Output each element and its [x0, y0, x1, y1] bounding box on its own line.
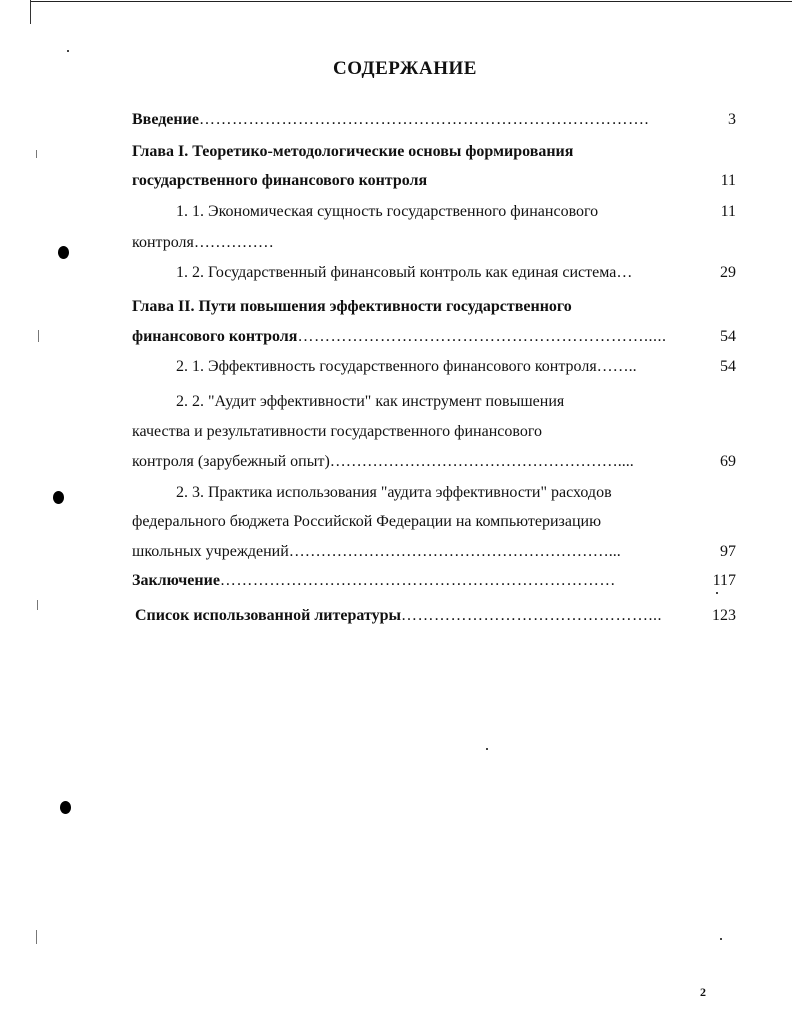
- punch-hole-mark: [58, 246, 69, 259]
- toc-page-number: 29: [720, 264, 736, 281]
- scan-edge-left: [30, 0, 31, 24]
- toc-chapter-2-line1[interactable]: Глава II. Пути повышения эффективности государственного: [132, 298, 572, 315]
- toc-conclusion-label: Заключение: [132, 572, 220, 589]
- toc-bibliography-label: Список использованной литературы: [135, 607, 401, 624]
- toc-entry-intro[interactable]: [132, 110, 649, 130]
- toc-section-2-3-line3[interactable]: школьных учреждений……………………………………………………...: [132, 543, 621, 560]
- toc-page-number: 11: [720, 203, 736, 220]
- scan-speck: [486, 748, 488, 750]
- toc-page-number: 97: [720, 543, 736, 560]
- toc-page-number: 3: [728, 111, 736, 128]
- toc-chapter-2-label: финансового контроля: [132, 328, 298, 345]
- page-number: 2: [700, 985, 706, 999]
- toc-page-number: 123: [712, 607, 736, 624]
- toc-dot-leader: ……………………………………………………………………….: [198, 111, 649, 128]
- toc-section-2-2-line1[interactable]: 2. 2. "Аудит эффективности" как инструмент повышения: [176, 393, 565, 410]
- scan-speck: [716, 592, 718, 594]
- toc-section-2-1[interactable]: 2. 1. Эффективность государственного финансового контроля……..: [176, 358, 637, 375]
- toc-intro-label: Введение: [132, 111, 199, 128]
- toc-dot-leader: ………………………………………...: [401, 607, 662, 624]
- punch-hole-mark: [60, 801, 71, 814]
- toc-section-2-2-line3[interactable]: контроля (зарубежный опыт)………………………………………………....: [132, 453, 634, 470]
- toc-section-2-3-line1[interactable]: 2. 3. Практика использования "аудита эффективности" расходов: [176, 484, 612, 501]
- document-title: СОДЕРЖАНИЕ: [333, 58, 477, 79]
- toc-section-1-1-line1[interactable]: 1. 1. Экономическая сущность государственного финансового: [176, 203, 599, 220]
- toc-dot-leader: ……………………………………………………….....: [297, 328, 667, 345]
- scan-speck: [67, 50, 69, 52]
- toc-section-2-3-line2[interactable]: федерального бюджета Российской Федерации на компьютеризацию: [132, 513, 602, 530]
- toc-section-2-2-line2[interactable]: качества и результативности государственного финансового: [132, 423, 542, 440]
- scan-tick: [38, 330, 39, 342]
- scan-tick: [37, 600, 38, 610]
- toc-page-number: 54: [720, 328, 736, 345]
- punch-hole-mark: [53, 491, 64, 504]
- toc-dot-leader: ………………………………………………………………: [219, 572, 616, 589]
- scan-speck: [720, 938, 722, 940]
- toc-section-1-2[interactable]: 1. 2. Государственный финансовый контроль как единая система…: [176, 264, 633, 281]
- toc-entry-bibliography[interactable]: [135, 606, 662, 626]
- toc-entry-conclusion[interactable]: [132, 571, 616, 591]
- scan-tick: [36, 930, 37, 944]
- toc-section-1-1-line2[interactable]: контроля……………: [132, 234, 274, 251]
- toc-page-number: 54: [720, 358, 736, 375]
- scan-tick: [36, 150, 37, 158]
- toc-page-number: 11: [720, 172, 736, 189]
- toc-chapter-1-line1[interactable]: Глава I. Теоретико-методологические основы формирования: [132, 143, 574, 160]
- toc-chapter-1-line2[interactable]: государственного финансового контроля: [132, 172, 428, 189]
- toc-page-number: 117: [712, 572, 736, 589]
- toc-page-number: 69: [720, 453, 736, 470]
- toc-chapter-2-line2[interactable]: [132, 327, 666, 347]
- scan-edge-top: [30, 1, 792, 2]
